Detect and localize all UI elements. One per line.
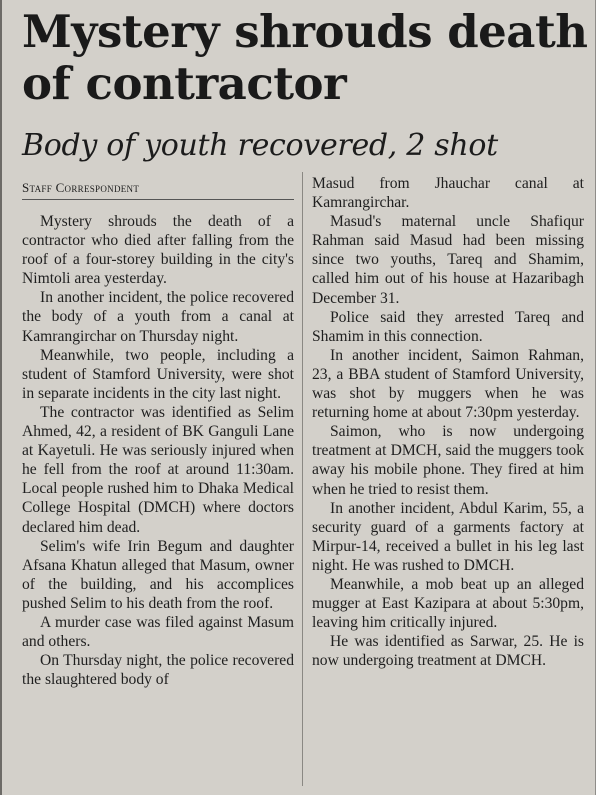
paragraph: In another incident, the police recovered the body of a youth from a canal at Kamrangirchar on Thursday night. (22, 289, 294, 345)
paragraph: Police said they arrested Tareq and Shamim in this connection. (312, 308, 584, 345)
paragraph: In another incident, Abdul Karim, 55, a security guard of a garments factory at Mirpur-14, received a bullet in his leg last night. He was rushed to DMCH. (312, 499, 584, 574)
paragraph: Saimon, who is now undergoing treatment at DMCH, said the muggers took away his mobile phone. They fired at him when he tried to resist them. (312, 423, 584, 498)
headline: Mystery shrouds death of contractor (22, 5, 588, 110)
subheadline: Body of youth recovered, 2 shot (22, 128, 498, 163)
paragraph: Masud's maternal uncle Shafiqur Rahman said Masud had been missing since two youths, Tareq and Shamim, called him out of his house at Hazaribagh December 31. (312, 213, 584, 307)
paragraph: Mystery shrouds the death of a contractor who died after falling from the roof of a four-storey building in the city's Nimtoli area yesterday. (22, 213, 294, 288)
paragraph: Meanwhile, two people, including a student of Stamford University, were shot in separate incidents in the city last night. (22, 346, 294, 402)
paragraph: On Thursday night, the police recovered the slaughtered body of (22, 652, 294, 689)
paragraph: He was identified as Sarwar, 25. He is now undergoing treatment at DMCH. (312, 633, 584, 670)
article-column-right (312, 174, 584, 670)
paragraph: In another incident, Saimon Rahman, 23, a BBA student of Stamford University, was shot by muggers when he was returning home at about 7:30pm yesterday. (312, 346, 584, 422)
paragraph: Meanwhile, a mob beat up an alleged mugger at East Kazipara at about 5:30pm, leaving him critically injured. (312, 575, 584, 632)
paragraph-continued: Masud from Jhauchar canal at Kamrangirchar. (312, 175, 584, 212)
paragraph: A murder case was filed against Masum and others. (22, 613, 294, 651)
byline: Staff Correspondent (22, 180, 294, 200)
paragraph: Selim's wife Irin Begum and daughter Afsana Khatun alleged that Masum, owner of the building, and his accomplices pushed Selim to his death from the roof. (22, 537, 294, 612)
article-column-left (22, 212, 294, 689)
column-divider (302, 172, 303, 786)
paragraph: The contractor was identified as Selim Ahmed, 42, a resident of BK Ganguli Lane at Kayetuli. He was seriously injured when he fell from the roof at around 11:30am. Local people rushed him to Dhaka Medical College Hospital (DMCH) where doctors declared him dead. (22, 403, 294, 536)
